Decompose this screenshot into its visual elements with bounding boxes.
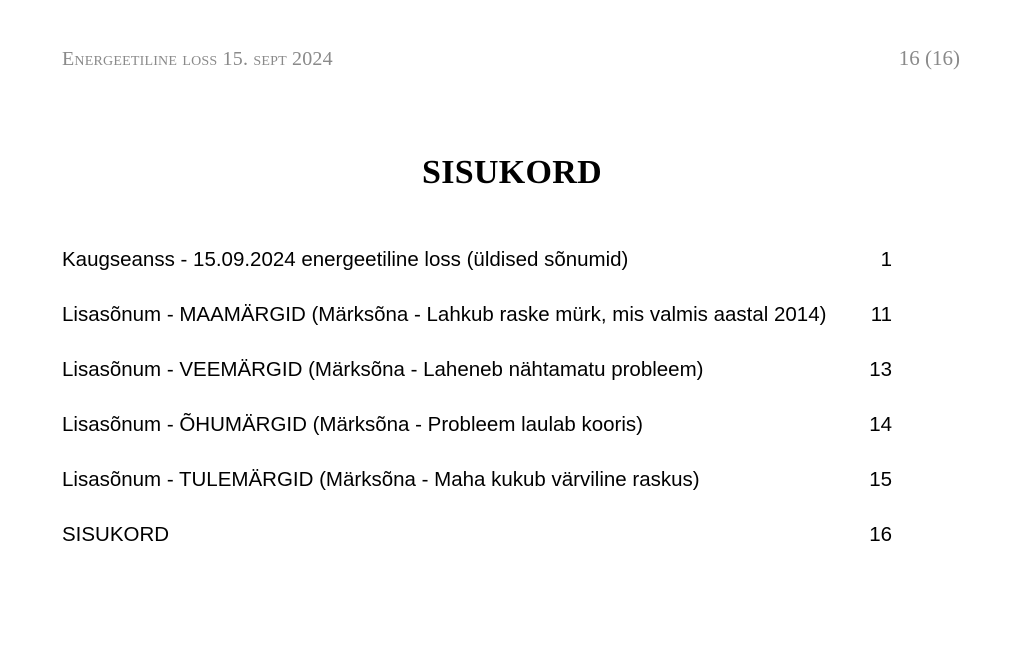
document-title: Energeetiline loss 15. sept 2024 [62,48,333,70]
table-of-contents [62,236,912,566]
toc-entry-text: Lisasõnum - ÕHUMÄRGID (Märksõna - Probleem laulab kooris) [62,413,644,436]
toc-entry[interactable] [62,401,912,449]
toc-entry-text: SISUKORD [62,523,170,546]
toc-entry-text: Lisasõnum - TULEMÄRGID (Märksõna - Maha kukub värviline raskus) [62,468,700,491]
toc-entry-page: 16 [869,523,892,546]
toc-entry-page: 15 [869,468,892,491]
toc-entry-page: 11 [870,303,892,326]
toc-entry[interactable] [62,291,912,339]
toc-title: SISUKORD [421,154,602,191]
toc-entry-text: Kaugseanss - 15.09.2024 energeetiline loss (üldised sõnumid) [62,248,629,271]
toc-entry[interactable] [62,236,912,284]
toc-entry-text: Lisasõnum - VEEMÄRGID (Märksõna - Laheneb nähtamatu probleem) [62,358,704,381]
toc-entry-text: Lisasõnum - MAAMÄRGID (Märksõna - Lahkub raske mürk, mis valmis aastal 2014) [62,303,827,326]
toc-entry[interactable] [62,456,912,504]
toc-entry-page: 1 [880,248,892,271]
toc-entry[interactable] [62,511,912,559]
toc-entry-page: 14 [869,413,892,436]
page-header [62,46,960,76]
page-indicator: 16 (16) [898,46,960,70]
toc-entry[interactable] [62,346,912,394]
toc-entry-page: 13 [869,358,892,381]
